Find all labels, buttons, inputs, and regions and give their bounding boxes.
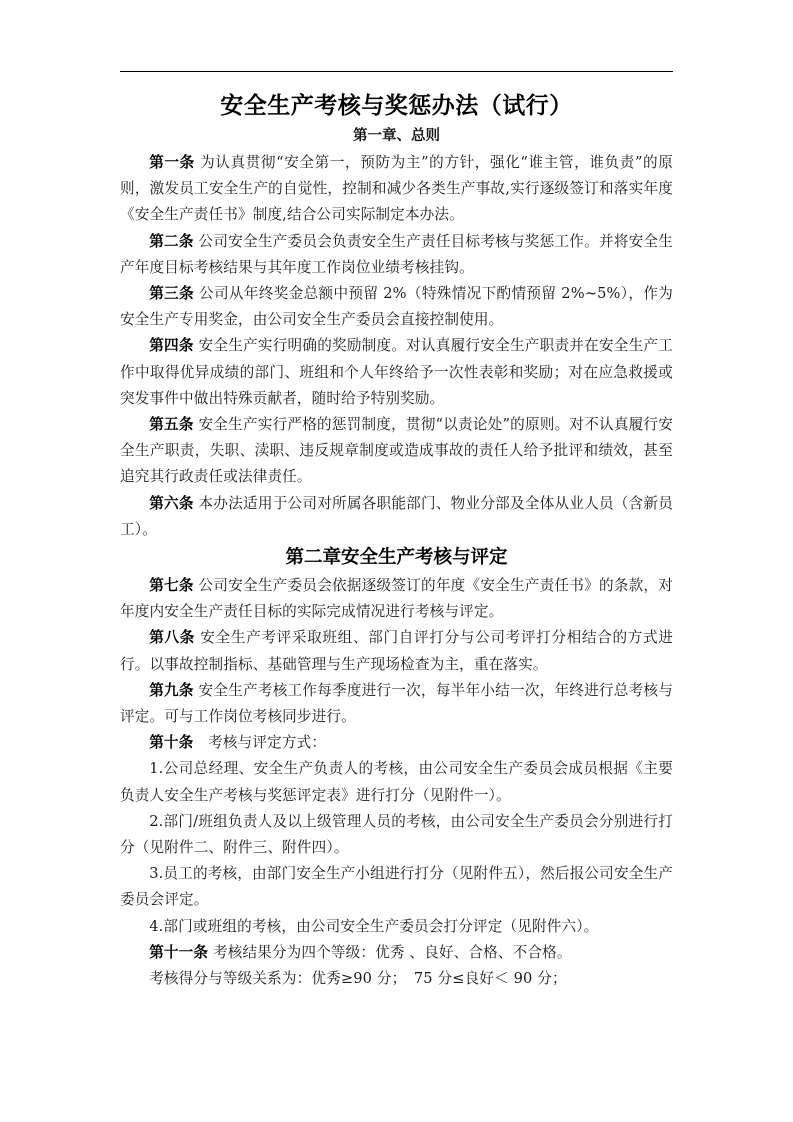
- article-7: [120, 573, 673, 625]
- chapter-2-heading: 第二章安全生产考核与评定: [285, 547, 508, 569]
- article-text: 公司从年终奖金总额中预留 2%（特殊情况下酌情预留 2%~5%），作为安全生产专用奖金，由公司安全生产委员会直接控制使用。: [120, 285, 674, 329]
- article-label: 第二条: [149, 232, 194, 250]
- article-10: [120, 730, 673, 756]
- article-9: [120, 678, 673, 730]
- article-label: 第七条: [149, 577, 194, 595]
- document-title: 安全生产考核与奖惩办法（试行）: [220, 93, 573, 119]
- article-text: 考核与评定方式：: [193, 734, 327, 752]
- article-4: [120, 333, 673, 412]
- article-text: 安全生产考核工作每季度进行一次，每半年小结一次，年终进行总考核与评定。可与工作岗位考核同步进行。: [120, 681, 674, 726]
- article-text: 本办法适用于公司对所属各职能部门、物业分部及全体从业人员（含新员工）。: [120, 494, 674, 538]
- article-text: 为认真贯彻“安全第一，预防为主”的方针，强化“谁主管，谁负责”的原则，激发员工安全生产的自觉性，控制和减少各类生产事故,实行逐级签订和落实年度《安全生产责任书》制度,结合公司实际制定本办法。: [120, 154, 673, 224]
- score-relation: 考核得分与等级关系为：优秀≥90 分； 75 分≤良好＜ 90 分；: [149, 970, 567, 988]
- article-label: 第十条: [149, 734, 194, 752]
- article-3: [120, 281, 673, 333]
- article-5: [120, 412, 673, 491]
- article-6: [120, 491, 673, 543]
- article-label: 第四条: [149, 337, 194, 355]
- article-text: 安全生产实行严格的惩罚制度，贯彻“以责论处”的原则。对不认真履行安全生产职责，失职、渎职、违反规章制度或造成事故的责任人给予批评和绩效，甚至追究其行政责任或法律责任。: [120, 416, 674, 486]
- method-item-1: 1.公司总经理、安全生产负责人的考核，由公司安全生产委员会成员根据《主要负责人安全生产考核与奖惩评定表》进行打分（见附件一）。: [120, 760, 673, 804]
- document-body: [120, 88, 673, 992]
- article-1: [120, 150, 673, 229]
- method-item-3: 3.员工的考核，由部门安全生产小组进行打分（见附件五），然后报公司安全生产委员会评定。: [120, 865, 673, 909]
- article-label: 第六条: [149, 494, 194, 512]
- article-text: 公司安全生产委员会依据逐级签订的年度《安全生产责任书》的条款，对年度内安全生产责任目标的实际完成情况进行考核与评定。: [120, 577, 674, 621]
- article-label: 第三条: [149, 285, 195, 303]
- method-item-4: 4.部门或班组的考核，由公司安全生产委员会打分评定（见附件六）。: [149, 917, 599, 935]
- article-label: 第八条: [149, 629, 195, 647]
- article-label: 第九条: [149, 681, 194, 699]
- article-text: 安全生产实行明确的奖励制度。对认真履行安全生产职责并在安全生产工作中取得优异成绩的部门、班组和个人年终给予一次性表彰和奖励；对在应急救援或突发事件中做出特殊贡献者，随时给予特别奖励。: [120, 337, 674, 407]
- article-2: [120, 229, 673, 281]
- header-rule: [120, 71, 673, 72]
- article-text: 考核结果分为四个等级：优秀 、良好、合格、不合格。: [208, 943, 572, 961]
- article-text: 安全生产考评采取班组、部门自评打分与公司考评打分相结合的方式进行。以事故控制指标、基础管理与生产现场检查为主，重在落实。: [120, 629, 673, 673]
- chapter-1-heading: 第一章、总则: [353, 128, 440, 144]
- method-item-2: 2.部门/班组负责人及以上级管理人员的考核，由公司安全生产委员会分别进行打分（见附件二、附件三、附件四）。: [120, 812, 673, 857]
- article-label: 第十一条: [149, 943, 209, 961]
- article-label: 第一条: [149, 154, 195, 171]
- article-11: [120, 940, 673, 966]
- article-text: 公司安全生产委员会负责安全生产责任目标考核与奖惩工作。并将安全生产年度目标考核结果与其年度工作岗位业绩考核挂钩。: [120, 232, 674, 276]
- article-8: [120, 625, 673, 677]
- article-label: 第五条: [149, 416, 194, 434]
